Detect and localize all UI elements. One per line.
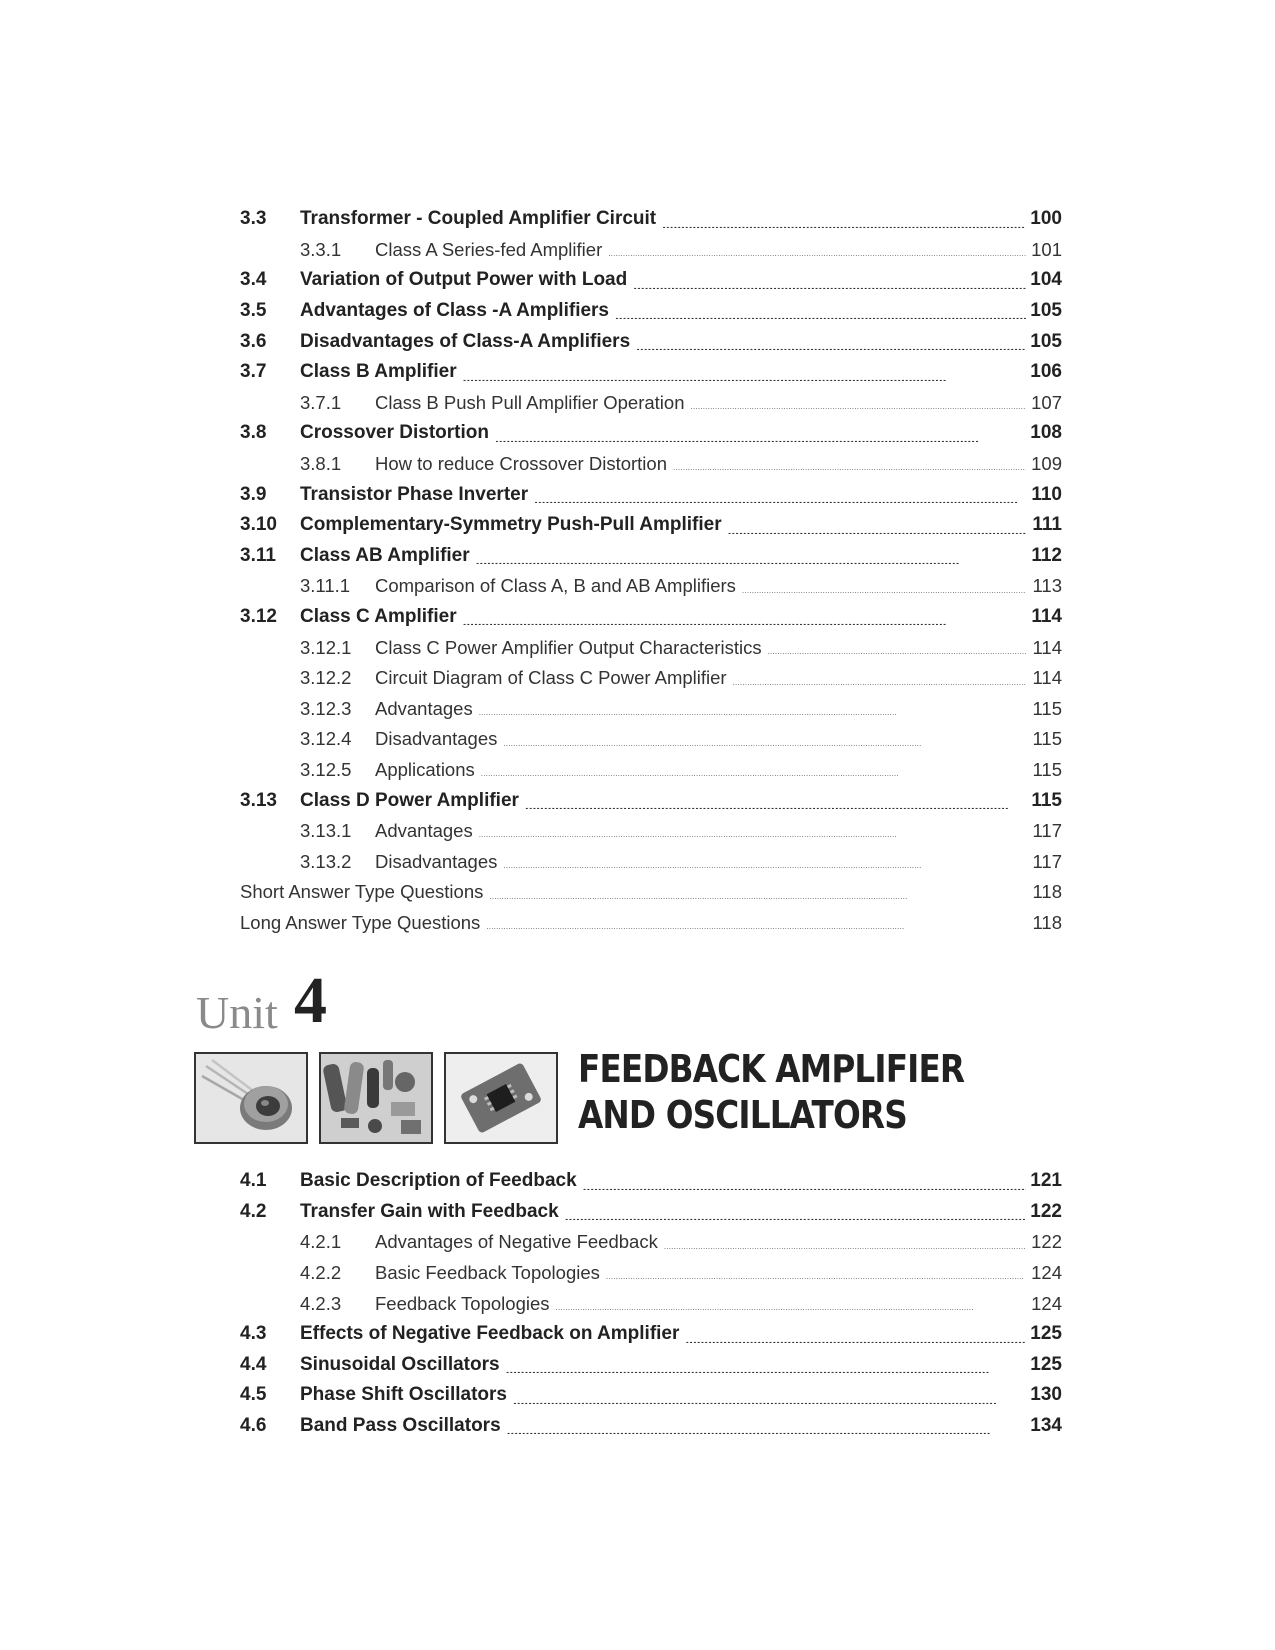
page-number: 124: [1031, 1262, 1062, 1284]
subsection-number: 4.2.1: [300, 1231, 342, 1253]
subsection-number: 3.7.1: [300, 391, 342, 413]
page-number: 121: [1030, 1170, 1062, 1192]
toc-entry: [240, 1288, 1062, 1319]
section-number: 3.7: [240, 361, 267, 383]
entry-title: Advantages: [375, 820, 473, 842]
toc-entry: [240, 755, 1062, 786]
entry-title: Transistor Phase Inverter: [300, 483, 529, 505]
page-number: 134: [1030, 1415, 1062, 1437]
subsection-number: 3.11.1: [300, 575, 351, 597]
section-number: 3.8: [240, 422, 267, 444]
entry-title: Transfer Gain with Feedback: [300, 1200, 559, 1222]
entry-title: Basic Description of Feedback: [300, 1170, 577, 1192]
section-number: 4.6: [240, 1415, 267, 1437]
transistor-illustration: [196, 1054, 306, 1142]
unit-title-line-1: FEEDBACK AMPLIFIER: [578, 1047, 965, 1091]
entry-title: Short Answer Type Questions: [240, 881, 484, 903]
entry-title: Phase Shift Oscillators: [300, 1384, 507, 1406]
dot-leader: [503, 736, 1026, 748]
page-number: 124: [1031, 1292, 1062, 1314]
page-number: 117: [1032, 820, 1062, 842]
section-number: 4.5: [240, 1384, 267, 1406]
toc-entry: [240, 1350, 1062, 1381]
page-number: 114: [1031, 606, 1062, 628]
dot-leader: [463, 373, 1026, 381]
subsection-number: 3.12.4: [300, 728, 352, 750]
dot-leader: [633, 281, 1026, 289]
dot-leader: [733, 675, 1026, 687]
section-number: 3.13: [240, 789, 277, 811]
chip-module-illustration: [446, 1054, 556, 1142]
toc-entry: [240, 877, 1062, 908]
toc-entry: [240, 1227, 1062, 1258]
subsection-number: 3.8.1: [300, 453, 342, 475]
page-number: 115: [1032, 697, 1062, 719]
dot-leader: [662, 220, 1026, 228]
toc-entry: [240, 1166, 1062, 1197]
transistor-photo: [194, 1052, 308, 1144]
entry-title: Class A Series-fed Amplifier: [375, 238, 603, 260]
dot-leader: [556, 1300, 1026, 1312]
section-number: 4.3: [240, 1323, 267, 1345]
entry-title: Disadvantages of Class-A Amplifiers: [300, 330, 631, 352]
dot-leader: [513, 1396, 1026, 1404]
entry-title: Feedback Topologies: [375, 1292, 550, 1314]
dot-leader: [728, 526, 1026, 534]
page-number: 118: [1032, 881, 1062, 903]
dot-leader: [742, 583, 1026, 595]
entry-title: Class D Power Amplifier: [300, 789, 519, 811]
components-illustration: [321, 1054, 431, 1142]
dot-leader: [486, 919, 1026, 931]
entry-title: Effects of Negative Feedback on Amplifier: [300, 1323, 680, 1345]
dot-leader: [691, 399, 1027, 411]
dot-leader: [476, 556, 1026, 564]
toc-unit-3: [240, 204, 1062, 938]
dot-leader: [685, 1335, 1026, 1343]
toc-entry: [240, 816, 1062, 847]
dot-leader: [768, 644, 1026, 656]
entry-title: Class B Amplifier: [300, 361, 457, 383]
toc-entry: [240, 510, 1062, 541]
page-number: 104: [1030, 269, 1062, 291]
section-number: 4.2: [240, 1200, 267, 1222]
toc-entry: [240, 235, 1062, 266]
toc-unit-4: [240, 1166, 1062, 1441]
dot-leader: [463, 617, 1026, 625]
toc-entry: [240, 1411, 1062, 1442]
section-number: 4.4: [240, 1353, 267, 1375]
toc-entry: [240, 785, 1062, 816]
entry-title: Variation of Output Power with Load: [300, 269, 628, 291]
dot-leader: [489, 889, 1026, 901]
toc-entry: [240, 357, 1062, 388]
entry-title: Applications: [375, 758, 475, 780]
dot-leader: [507, 1426, 1026, 1434]
dot-leader: [673, 460, 1026, 472]
entry-title: How to reduce Crossover Distortion: [375, 453, 667, 475]
toc-entry: [240, 204, 1062, 235]
toc-entry: [240, 418, 1062, 449]
page-number: 115: [1032, 728, 1062, 750]
unit-label: Unit: [196, 987, 278, 1038]
entry-title: Class AB Amplifier: [300, 544, 470, 566]
dot-leader: [525, 801, 1026, 809]
page-number: 110: [1031, 483, 1062, 505]
toc-entry: [240, 571, 1062, 602]
subsection-number: 3.12.5: [300, 758, 352, 780]
toc-entry: [240, 479, 1062, 510]
dot-leader: [506, 1365, 1026, 1373]
dot-leader: [479, 705, 1026, 717]
page-number: 100: [1030, 208, 1062, 230]
toc-entry: [240, 1319, 1062, 1350]
section-number: 3.10: [240, 514, 277, 536]
page-number: 107: [1031, 391, 1062, 413]
page-number: 125: [1030, 1323, 1062, 1345]
page-number: 125: [1030, 1353, 1062, 1375]
page-number: 130: [1030, 1384, 1062, 1406]
toc-entry: [240, 1258, 1062, 1289]
page-number: 118: [1032, 911, 1062, 933]
subsection-number: 3.3.1: [300, 238, 342, 260]
page-number: 117: [1032, 850, 1062, 872]
chip-module-photo: [444, 1052, 558, 1144]
subsection-number: 3.12.2: [300, 667, 352, 689]
page-number: 106: [1030, 361, 1062, 383]
dot-leader: [481, 766, 1026, 778]
entry-title: Disadvantages: [375, 728, 498, 750]
page-number: 112: [1031, 544, 1062, 566]
page-number: 114: [1032, 667, 1062, 689]
entry-title: Crossover Distortion: [300, 422, 489, 444]
entry-title: Transformer - Coupled Amplifier Circuit: [300, 208, 657, 230]
section-number: 3.3: [240, 208, 267, 230]
entry-title: Advantages of Class -A Amplifiers: [300, 300, 610, 322]
page-number: 105: [1030, 300, 1062, 322]
subsection-number: 3.12.3: [300, 697, 352, 719]
dot-leader: [503, 858, 1026, 870]
subsection-number: 4.2.2: [300, 1262, 342, 1284]
entry-title: Complementary-Symmetry Push-Pull Amplifier: [300, 514, 722, 536]
entry-title: Long Answer Type Questions: [240, 911, 481, 933]
subsection-number: 3.12.1: [300, 636, 352, 658]
page-number: 122: [1031, 1231, 1062, 1253]
entry-title: Circuit Diagram of Class C Power Amplifier: [375, 667, 727, 689]
entry-title: Advantages: [375, 697, 473, 719]
toc-entry: [240, 1380, 1062, 1411]
dot-leader: [495, 434, 1026, 442]
entry-title: Band Pass Oscillators: [300, 1415, 501, 1437]
dot-leader: [664, 1239, 1026, 1251]
entry-title: Class C Power Amplifier Output Characteristics: [375, 636, 762, 658]
dot-leader: [479, 827, 1026, 839]
toc-entry: [240, 908, 1062, 939]
page-number: 114: [1032, 636, 1062, 658]
subsection-number: 3.13.2: [300, 850, 352, 872]
toc-entry: [240, 694, 1062, 725]
toc-entry: [240, 541, 1062, 572]
toc-entry: [240, 846, 1062, 877]
unit-title: [578, 1046, 964, 1138]
page-number: 115: [1032, 758, 1062, 780]
toc-entry: [240, 724, 1062, 755]
entry-title: Disadvantages: [375, 850, 498, 872]
toc-entry: [240, 449, 1062, 480]
dot-leader: [615, 311, 1026, 319]
toc-entry: [240, 1197, 1062, 1228]
page-number: 109: [1031, 453, 1062, 475]
dot-leader: [534, 495, 1026, 503]
entry-title: Class C Amplifier: [300, 606, 457, 628]
section-number: 3.12: [240, 606, 277, 628]
page-number: 122: [1030, 1200, 1062, 1222]
dot-leader: [636, 342, 1026, 350]
page-number: 111: [1032, 514, 1062, 536]
section-number: 4.1: [240, 1170, 267, 1192]
toc-entry: [240, 296, 1062, 327]
page-number: 113: [1032, 575, 1062, 597]
toc-entry: [240, 326, 1062, 357]
subsection-number: 3.13.1: [300, 820, 352, 842]
unit-title-line-2: AND OSCILLATORS: [578, 1093, 907, 1137]
entry-title: Sinusoidal Oscillators: [300, 1353, 500, 1375]
page-number: 105: [1030, 330, 1062, 352]
page-number: 115: [1031, 789, 1062, 811]
section-number: 3.9: [240, 483, 267, 505]
entry-title: Comparison of Class A, B and AB Amplifiers: [375, 575, 736, 597]
page-number: 108: [1030, 422, 1062, 444]
dot-leader: [583, 1182, 1026, 1190]
toc-entry: [240, 388, 1062, 419]
section-number: 3.6: [240, 330, 267, 352]
dot-leader: [608, 246, 1026, 258]
subsection-number: 4.2.3: [300, 1292, 342, 1314]
toc-entry: [240, 663, 1062, 694]
section-number: 3.4: [240, 269, 267, 291]
toc-entry: [240, 265, 1062, 296]
section-number: 3.11: [240, 544, 276, 566]
section-number: 3.5: [240, 300, 267, 322]
dot-leader: [565, 1212, 1026, 1220]
entry-title: Advantages of Negative Feedback: [375, 1231, 658, 1253]
unit-number: 4: [294, 964, 327, 1037]
toc-entry: [240, 602, 1062, 633]
components-photo: [319, 1052, 433, 1144]
dot-leader: [606, 1269, 1026, 1281]
entry-title: Class B Push Pull Amplifier Operation: [375, 391, 685, 413]
entry-title: Basic Feedback Topologies: [375, 1262, 600, 1284]
page-number: 101: [1031, 238, 1062, 260]
toc-entry: [240, 632, 1062, 663]
